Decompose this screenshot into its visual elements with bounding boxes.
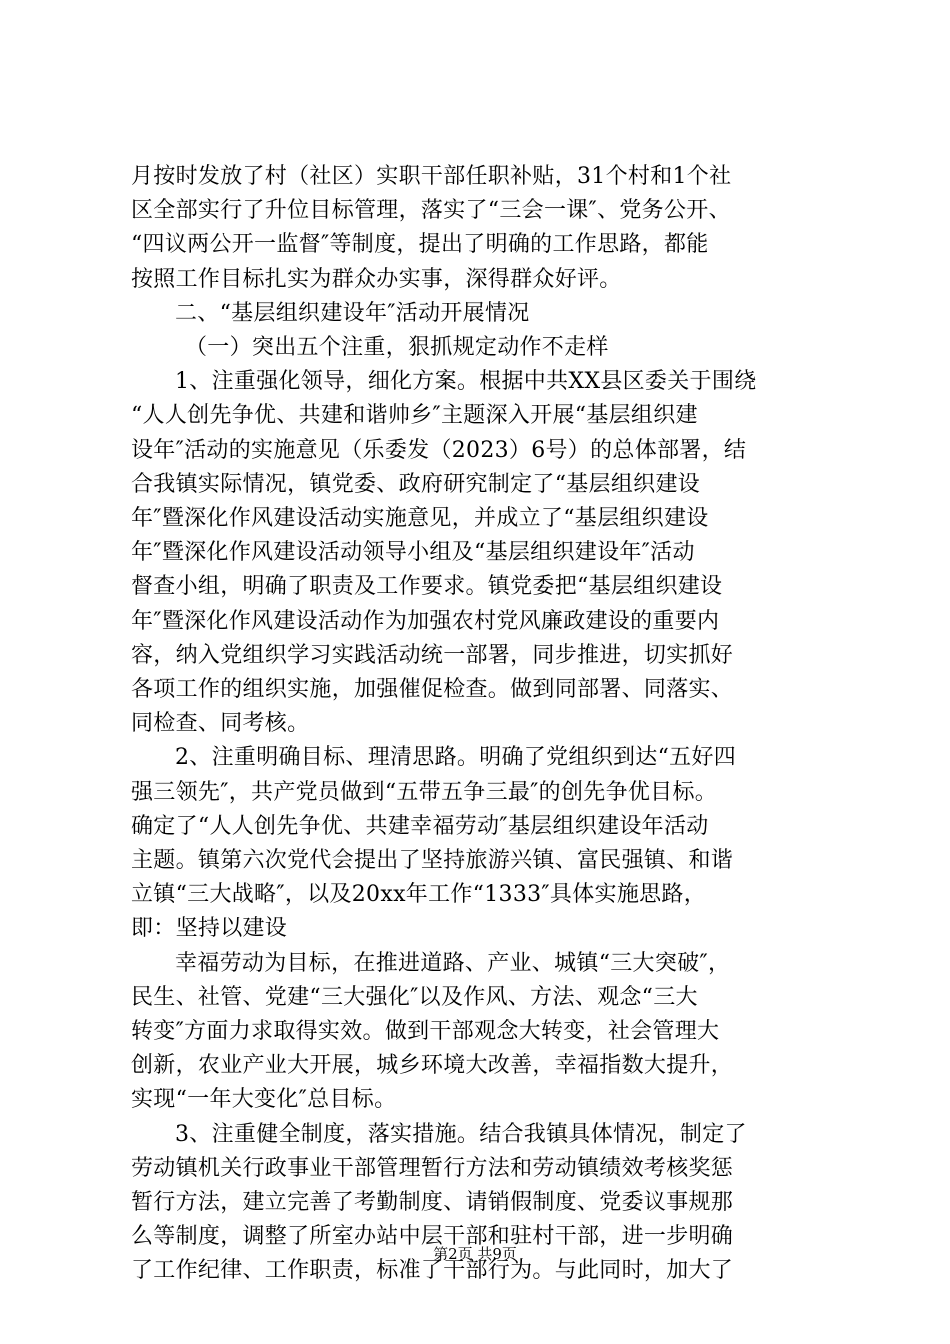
text-line: 转变″方面力求取得实效。做到干部观念大转变，社会管理大 (131, 1019, 720, 1044)
text-line: 容，纳入党组织学习实践活动统一部署，同步推进，切实抓好 (131, 643, 734, 668)
text-line: 设年″活动的实施意见（乐委发（2023）6号）的总体部署，结 (131, 438, 747, 463)
text-line: 民生、社管、党建“三大强化″以及作风、方法、观念“三大 (131, 985, 698, 1010)
text-line: 创新，农业产业大开展，城乡环境大改善，幸福指数大提升， (131, 1053, 734, 1078)
text-line: 月按时发放了村（社区）实职干部任职补贴，31个村和1个社 (131, 164, 732, 189)
text-line: 1、注重强化领导，细化方案。根据中共XX县区委关于围绕 (175, 369, 757, 394)
text-line: 区全部实行了升位目标管理，落实了“三会一课″、党务公开、 (131, 198, 731, 223)
text-line: 暂行方法，建立完善了考勤制度、请销假制度、党委议事规那 (131, 1190, 734, 1215)
subsection-heading: （一）突出五个注重，狠抓规定动作不走样 (185, 335, 609, 360)
text-line: 合我镇实际情况，镇党委、政府研究制定了“基层组织建设 (131, 472, 701, 497)
text-line: 同检查、同考核。 (131, 711, 310, 736)
text-line: 3、注重健全制度，落实措施。结合我镇具体情况，制定了 (175, 1122, 747, 1147)
text-line: 实现“一年大变化″总目标。 (131, 1087, 397, 1112)
text-line: 么等制度，调整了所室办站中层干部和驻村干部，进一步明确 (131, 1224, 734, 1249)
text-line: 幸福劳动为目标，在推进道路、产业、城镇“三大突破″， (175, 951, 731, 976)
text-line: 劳动镇机关行政事业干部管理暂行方法和劳动镇绩效考核奖惩 (131, 1156, 734, 1181)
text-line: 了工作纪律、工作职责，标准了干部行为。与此同时，加大了 (131, 1258, 734, 1283)
text-line: 督查小组，明确了职责及工作要求。镇党委把“基层组织建设 (131, 574, 723, 599)
text-line: “四议两公开一监督″等制度，提出了明确的工作思路，都能 (131, 232, 709, 257)
text-line: 确定了“人人创先争优、共建幸福劳动″基层组织建设年活动 (131, 814, 709, 839)
text-line: 2、注重明确目标、理清思路。明确了党组织到达“五好四 (175, 745, 737, 770)
text-line: 按照工作目标扎实为群众办实事，深得群众好评。 (131, 267, 622, 292)
section-heading: 二、“基层组织建设年″活动开展情况 (175, 301, 530, 326)
text-line: 年″暨深化作风建设活动实施意见，并成立了“基层组织建设 (131, 506, 709, 531)
text-line: 主题。镇第六次党代会提出了坚持旅游兴镇、富民强镇、和谐 (131, 848, 734, 873)
text-line: “人人创先争优、共建和谐帅乡″主题深入开展“基层组织建 (131, 403, 698, 428)
text-line: 各项工作的组织实施，加强催促检查。做到同部署、同落实、 (131, 677, 734, 702)
text-line: 强三领先″，共产党员做到“五带五争三最″的创先争优目标。 (131, 780, 718, 805)
text-line: 年″暨深化作风建设活动作为加强农村党风廉政建设的重要内 (131, 609, 720, 634)
text-line: 年″暨深化作风建设活动领导小组及“基层组织建设年″活动 (131, 540, 695, 565)
text-line: 立镇“三大战略″，以及20xx年工作“1333″具体实施思路， (131, 882, 707, 907)
page-number: 第2页 共9页 (433, 1245, 517, 1263)
text-line: 即：坚持以建设 (131, 916, 288, 941)
